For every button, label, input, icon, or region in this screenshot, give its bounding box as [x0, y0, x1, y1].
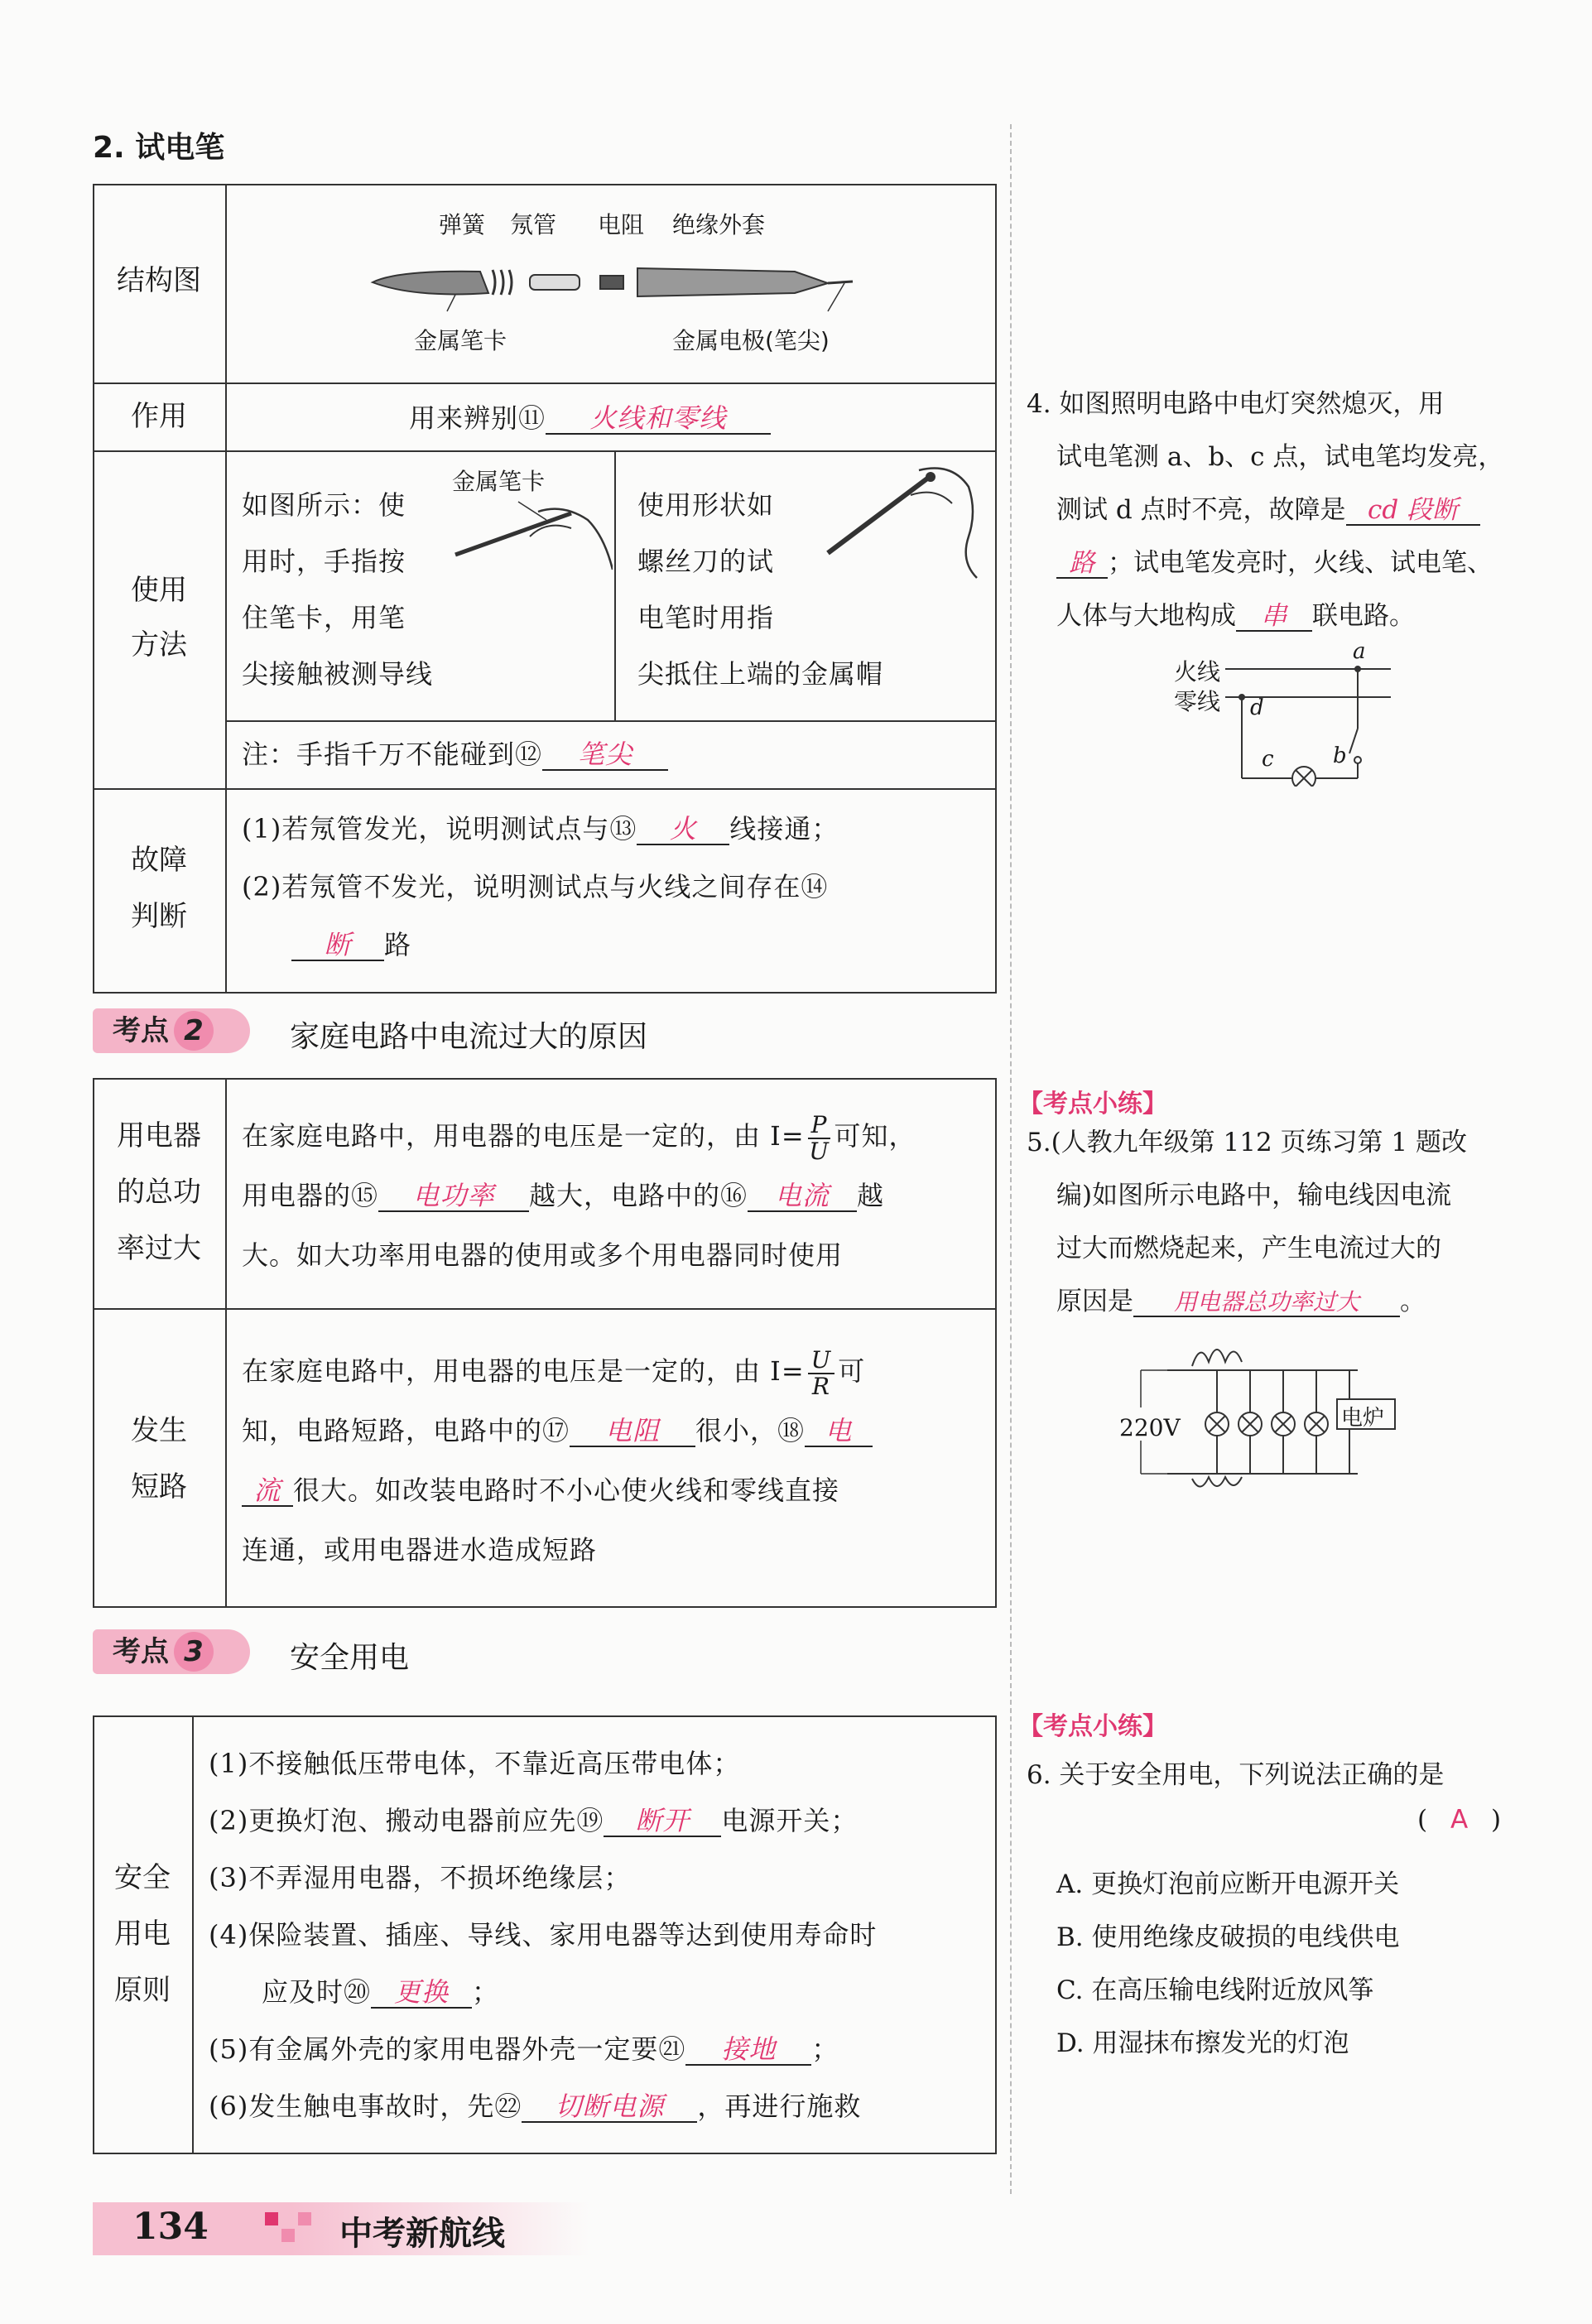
kd2-badge: 考点 2: [93, 1008, 250, 1053]
safety-rules: (1)不接触低压带电体，不靠近高压带电体； (2)更换灯泡、搬动电器前应先⑲ 断开 电源开关； (3)不弄湿用电器，不损坏绝缘层； (4)保险装置、插座、导线、家用电器等达到使用寿命时 应及时⑳ 更换 ； (5)有金属外壳的家用电器外壳一定要㉑ 接地 ； (6)发生触电事故时，先㉒ 切断电源 ，再进行施救: [209, 1748, 878, 2122]
row1-text: 在家庭电路中，用电器的电压是一定的，由 I= $\frac{P}{U}$ 可知， 用电器的⑮ 电功率 越大，电路中的⑯ 电流 越 大。如大功率用电器的使用或多个用电器同时使用: [242, 1110, 916, 1271]
structure-label: 结构图: [117, 264, 201, 297]
answer-13: 火: [637, 815, 729, 845]
q4-answer-1b: 路: [1056, 549, 1108, 579]
q6-option-d: D. 用湿抹布擦发光的灯泡: [1056, 2028, 1349, 2058]
q5-answer: 用电器总功率过大: [1133, 1290, 1400, 1317]
answer-21: 接地: [685, 2035, 811, 2066]
answer-16: 电流: [748, 1181, 857, 1212]
answer-18a: 电: [805, 1417, 873, 1447]
fault-line-2: (2)若氖管不发光，说明测试点与火线之间存在⑭: [242, 871, 829, 902]
fig-point-d: d: [1250, 695, 1264, 720]
answer-11: 火线和零线: [546, 404, 771, 435]
function-label: 作用: [131, 400, 187, 433]
section-title: 2. 试电笔: [93, 131, 225, 165]
part-clip: 金属笔卡: [414, 327, 507, 354]
q4-block: 4. 如图照明电路中电灯突然熄灭，用 试电笔测 a、b、c 点，试电笔均发亮， 测试 d 点时不亮，故障是 cd 段断 路 ；试电笔发亮时，火线、试电笔、 人体与大地构成 串 联电路。: [1027, 389, 1504, 631]
fault-line-1: (1)若氖管发光，说明测试点与⑬ 火 线接通；: [242, 813, 839, 844]
fig-voltage: 220V: [1119, 1414, 1181, 1441]
q5-block: 5.(人教九年级第 112 页练习第 1 题改 编)如图所示电路中，输电线因电流 过大而燃烧起来，产生电流过大的 原因是 用电器总功率过大 。: [1027, 1128, 1467, 1316]
fault-label-2: 判断: [131, 900, 187, 933]
brand-name: 中考新航线: [339, 2215, 505, 2253]
note-text: 注：手指千万不能碰到⑫ 笔尖: [242, 734, 668, 772]
fig-point-c: c: [1262, 747, 1274, 772]
part-sleeve: 绝缘外套: [672, 211, 766, 238]
q4-answer-2: 串: [1236, 602, 1312, 632]
fig-stove: 电炉: [1341, 1406, 1385, 1431]
q4-answer-1: cd 段断: [1346, 496, 1480, 526]
answer-17: 电阻: [570, 1417, 695, 1447]
row1-label: 用电器 的总功 率过大: [117, 1119, 201, 1265]
function-text: 用来辨别⑪ 火线和零线: [409, 397, 771, 435]
usage-label-1: 使用: [131, 574, 187, 607]
usage-clip-callout: 金属笔卡: [452, 468, 546, 495]
fault-line-3: 断 路: [291, 924, 411, 962]
answer-18b: 流: [242, 1476, 293, 1507]
tester-pen-exploded-illustration: [364, 245, 861, 320]
usage-right-text: 使用形状如 螺丝刀的试 电笔时用指 尖抵住上端的金属帽: [637, 489, 884, 690]
fig-live-label: 火线: [1174, 658, 1221, 686]
answer-19: 断开: [604, 1807, 721, 1837]
q6-option-c: C. 在高压输电线附近放风筝: [1056, 1975, 1374, 2005]
usage-left-text: 如图所示：使 用时，手指按 住笔卡，用笔 尖接触被测导线: [242, 489, 434, 690]
q6-option-a: A. 更换灯泡前应断开电源开关: [1056, 1869, 1400, 1899]
kd3-title: 安全用电: [290, 1641, 410, 1675]
answer-14: 断: [291, 931, 384, 961]
q6-answer-paren: ( A ): [1417, 1805, 1502, 1835]
safety-label: 安全 用电 原则: [114, 1861, 171, 2007]
column-divider: [1010, 124, 1012, 2194]
q6-stem: 6. 关于安全用电，下列说法正确的是: [1027, 1760, 1445, 1790]
q6-option-b: B. 使用绝缘皮破损的电线供电: [1056, 1922, 1400, 1952]
answer-22: 切断电源: [522, 2092, 697, 2123]
row2-label: 发生 短路: [131, 1414, 187, 1504]
kd3-badge: 考点 3: [93, 1629, 250, 1674]
part-tip: 金属电极(笔尖): [672, 327, 830, 354]
screwdriver-pen-illustration: [820, 462, 985, 586]
part-neon: 氖管: [510, 211, 557, 238]
answer-12: 笔尖: [542, 740, 668, 771]
page-number: 134: [132, 2206, 209, 2248]
answer-15: 电功率: [378, 1181, 529, 1212]
fig-neutral-label: 零线: [1174, 688, 1221, 715]
q6-tag: 【考点小练】: [1018, 1712, 1167, 1741]
fault-label-1: 故障: [131, 844, 187, 877]
part-resistor: 电阻: [598, 211, 645, 238]
usage-label-2: 方法: [131, 628, 187, 662]
part-spring: 弹簧: [439, 211, 486, 238]
q6-options: [1056, 1858, 1400, 2070]
fig-point-b: b: [1333, 743, 1347, 768]
fig-point-a: a: [1353, 639, 1366, 664]
q5-tag: 【考点小练】: [1018, 1090, 1167, 1119]
row2-text: 在家庭电路中，用电器的电压是一定的，由 I= $\frac{U}{R}$ 可 知，电路短路，电路中的⑰ 电阻 很小，⑱ 电 流 很大。如改装电路时不小心使火线和零线直接 连通，或用电器进水造成短路: [242, 1341, 873, 1580]
answer-20: 更换: [371, 1978, 472, 2009]
q6-answer: A: [1450, 1805, 1469, 1835]
hand-holding-pen-illustration: [447, 495, 613, 586]
kd2-title: 家庭电路中电流过大的原因: [290, 1020, 648, 1054]
